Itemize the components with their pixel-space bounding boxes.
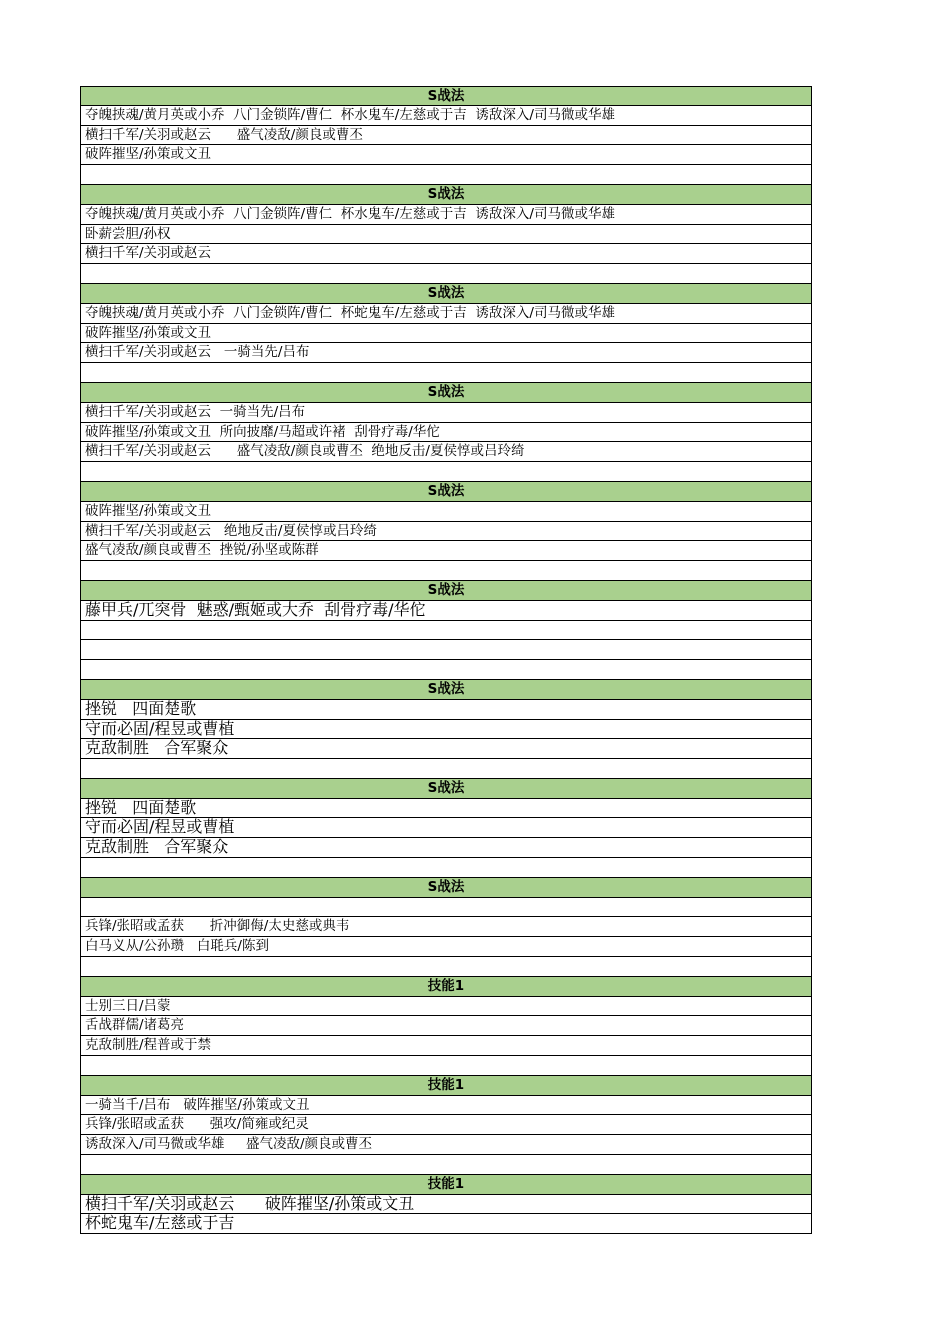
table-row[interactable]: 横扫千军/关羽或赵云 xyxy=(80,244,812,264)
empty-row[interactable] xyxy=(80,462,812,482)
table-row[interactable]: 夺魄挟魂/黄月英或小乔 八门金锁阵/曹仁 杯水鬼车/左慈或于吉 诱敌深入/司马微或华雄 xyxy=(80,205,812,225)
section-header-row[interactable]: S战法 xyxy=(80,482,812,502)
empty-row[interactable] xyxy=(80,264,812,284)
table-row[interactable]: 诱敌深入/司马微或华雄 盛气凌敌/颜良或曹丕 xyxy=(80,1135,812,1155)
table-row[interactable]: 一骑当千/吕布 破阵摧坚/孙策或文丑 xyxy=(80,1096,812,1116)
empty-row[interactable] xyxy=(80,957,812,977)
section-header-row[interactable]: S战法 xyxy=(80,680,812,700)
empty-row[interactable] xyxy=(80,759,812,779)
table-row[interactable]: 夺魄挟魂/黄月英或小乔 八门金锁阵/曹仁 杯蛇鬼车/左慈或于吉 诱敌深入/司马微或华雄 xyxy=(80,304,812,324)
empty-row[interactable] xyxy=(80,165,812,185)
table-row[interactable]: 克敌制胜/程普或于禁 xyxy=(80,1036,812,1056)
empty-row[interactable] xyxy=(80,1155,812,1175)
empty-row[interactable] xyxy=(80,858,812,878)
table-row[interactable]: 破阵摧坚/孙策或文丑 xyxy=(80,324,812,344)
table-row[interactable]: 挫锐 四面楚歌 xyxy=(80,700,812,720)
section-header-row[interactable]: 技能1 xyxy=(80,977,812,997)
empty-row[interactable] xyxy=(80,561,812,581)
table-row[interactable]: 破阵摧坚/孙策或文丑 xyxy=(80,502,812,522)
table-row[interactable]: 白马义从/公孙瓒 白毦兵/陈到 xyxy=(80,937,812,957)
table-row[interactable]: 夺魄挟魂/黄月英或小乔 八门金锁阵/曹仁 杯水鬼车/左慈或于吉 诱敌深入/司马微或华雄 xyxy=(80,106,812,126)
table-row[interactable]: 士别三日/吕蒙 xyxy=(80,997,812,1017)
table-row[interactable]: 卧薪尝胆/孙权 xyxy=(80,225,812,245)
table-row[interactable]: 横扫千军/关羽或赵云 绝地反击/夏侯惇或吕玲绮 xyxy=(80,522,812,542)
table-row[interactable]: 守而必固/程昱或曹植 xyxy=(80,720,812,740)
table-row[interactable]: 挫锐 四面楚歌 xyxy=(80,799,812,819)
table-row[interactable]: 兵锋/张昭或孟获 强攻/简雍或纪灵 xyxy=(80,1115,812,1135)
table-row[interactable]: 舌战群儒/诸葛亮 xyxy=(80,1016,812,1036)
table-row[interactable]: 克敌制胜 合军聚众 xyxy=(80,838,812,858)
table-row[interactable]: 破阵摧坚/孙策或文丑 xyxy=(80,145,812,165)
section-header-row[interactable]: S战法 xyxy=(80,581,812,601)
empty-row[interactable] xyxy=(80,621,812,641)
section-header-row[interactable]: S战法 xyxy=(80,185,812,205)
spreadsheet-table xyxy=(80,86,812,1234)
empty-row[interactable] xyxy=(80,660,812,680)
table-row[interactable]: 克敌制胜 合军聚众 xyxy=(80,739,812,759)
section-header-row[interactable]: S战法 xyxy=(80,383,812,403)
empty-row[interactable] xyxy=(80,640,812,660)
section-header-row[interactable]: 技能1 xyxy=(80,1076,812,1096)
table-row[interactable]: 横扫千军/关羽或赵云 盛气凌敌/颜良或曹丕 绝地反击/夏侯惇或吕玲绮 xyxy=(80,442,812,462)
empty-row[interactable] xyxy=(80,898,812,918)
section-header-row[interactable]: S战法 xyxy=(80,86,812,106)
table-row[interactable]: 盛气凌敌/颜良或曹丕 挫锐/孙坚或陈群 xyxy=(80,541,812,561)
table-row[interactable]: 兵锋/张昭或孟获 折冲御侮/太史慈或典韦 xyxy=(80,917,812,937)
section-header-row[interactable]: S战法 xyxy=(80,779,812,799)
table-row[interactable]: 守而必固/程昱或曹植 xyxy=(80,818,812,838)
section-header-row[interactable]: 技能1 xyxy=(80,1175,812,1195)
table-row[interactable]: 横扫千军/关羽或赵云 一骑当先/吕布 xyxy=(80,403,812,423)
table-row[interactable]: 横扫千军/关羽或赵云 盛气凌敌/颜良或曹丕 xyxy=(80,126,812,146)
section-header-row[interactable]: S战法 xyxy=(80,878,812,898)
table-row[interactable]: 杯蛇鬼车/左慈或于吉 xyxy=(80,1214,812,1234)
table-row[interactable]: 藤甲兵/兀突骨 魅惑/甄姬或大乔 刮骨疗毒/华佗 xyxy=(80,601,812,621)
table-row[interactable]: 横扫千军/关羽或赵云 破阵摧坚/孙策或文丑 xyxy=(80,1195,812,1215)
empty-row[interactable] xyxy=(80,1056,812,1076)
table-row[interactable]: 破阵摧坚/孙策或文丑 所向披靡/马超或许褚 刮骨疗毒/华佗 xyxy=(80,423,812,443)
section-header-row[interactable]: S战法 xyxy=(80,284,812,304)
empty-row[interactable] xyxy=(80,363,812,383)
table-row[interactable]: 横扫千军/关羽或赵云 一骑当先/吕布 xyxy=(80,343,812,363)
